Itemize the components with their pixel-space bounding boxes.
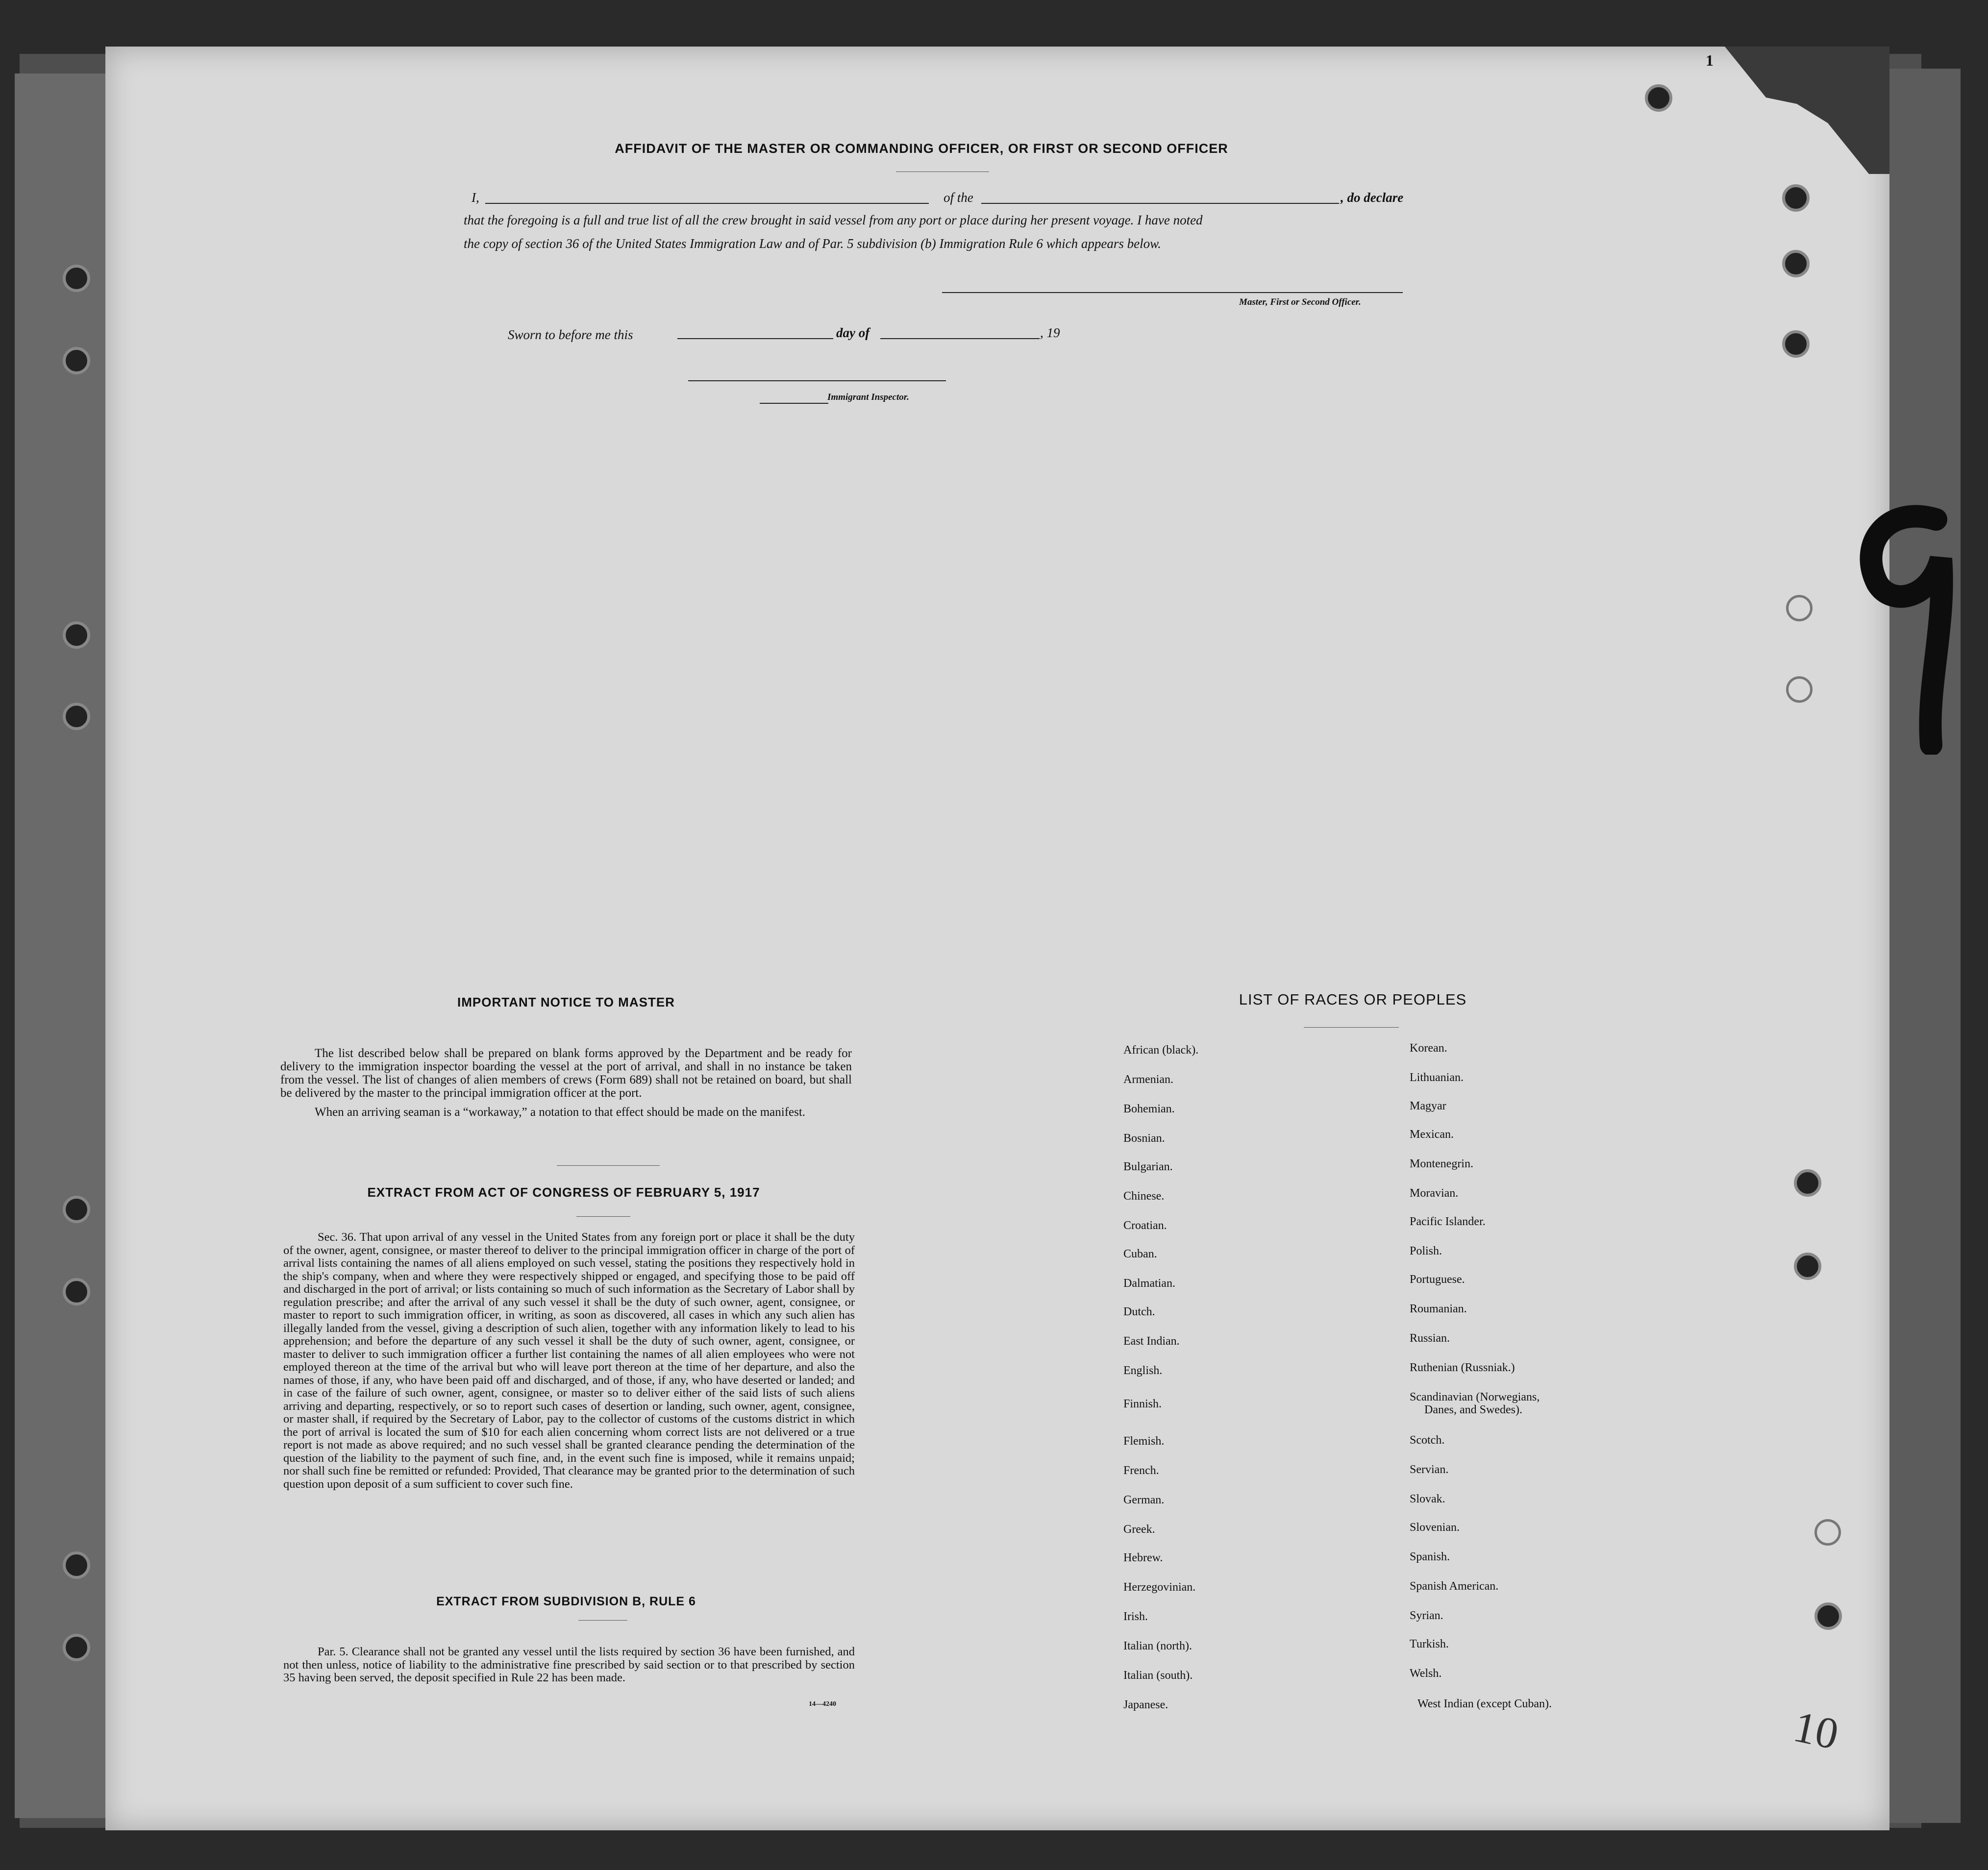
race-item: Syrian.	[1410, 1609, 1443, 1622]
form-number: 14—4240	[809, 1700, 836, 1708]
handwritten-nine	[1848, 500, 1965, 755]
affidavit-of-the: of the	[944, 190, 973, 205]
vessel-blank[interactable]	[981, 203, 1339, 204]
race-item: Scandinavian (Norwegians,	[1410, 1391, 1540, 1403]
inspector-signature-blank[interactable]	[688, 380, 946, 381]
margin-number: 10	[1789, 1702, 1843, 1759]
notice-title: IMPORTANT NOTICE TO MASTER	[457, 995, 675, 1009]
race-item: Roumanian.	[1410, 1303, 1467, 1315]
rule-body: Par. 5. Clearance shall not be granted any vessel until the lists required by section 36 have been furnished, and not then unless, notice of liability to the administrative fine prescribed by said section or to that prescribed by section 35 having been served, the deposit specified in Rule 22 has been made.	[283, 1645, 855, 1684]
notice-paragraph-2: When an arriving seaman is a “workaway,” a notation to that effect should be made on the manifest.	[315, 1106, 806, 1119]
binder-hole-icon	[1794, 1169, 1821, 1197]
race-item: Slovenian.	[1410, 1521, 1460, 1534]
day-of-text: day of	[836, 325, 870, 340]
race-item: French.	[1123, 1464, 1159, 1477]
race-item: Italian (south).	[1123, 1669, 1193, 1682]
month-blank[interactable]	[880, 338, 1040, 339]
sworn-text: Sworn to before me this	[508, 327, 633, 342]
race-item: Polish.	[1410, 1245, 1442, 1257]
affidavit-line2: that the foregoing is a full and true list of all the crew brought in said vessel from any port or place during her present voyage. I have noted	[464, 213, 1203, 227]
binder-hole-icon	[1814, 1519, 1841, 1546]
race-item: Bohemian.	[1123, 1103, 1175, 1115]
race-item: Croatian.	[1123, 1219, 1167, 1232]
race-item: Dutch.	[1123, 1305, 1155, 1318]
race-item: Moravian.	[1410, 1187, 1459, 1200]
race-item: African (black).	[1123, 1044, 1199, 1057]
race-item: Magyar	[1410, 1100, 1446, 1112]
binder-hole-icon	[1786, 595, 1813, 621]
race-item: Slovak.	[1410, 1493, 1445, 1505]
race-item: Irish.	[1123, 1610, 1148, 1623]
race-item: Lithuanian.	[1410, 1071, 1464, 1084]
race-item: Spanish.	[1410, 1550, 1450, 1563]
binder-hole-icon	[63, 621, 90, 649]
race-item: Hebrew.	[1123, 1551, 1163, 1564]
binder-hole-icon	[63, 1278, 90, 1305]
year-text: , 19	[1040, 325, 1060, 340]
notice-paragraph-1: The list described below shall be prepared on blank forms approved by the Department and be ready for delivery to the immigration inspector boarding the vessel at the port of arrival, and shall in no instance be taken from the vessel. The list of changes of alien members of crews (Form 689) shall not be retained on board, but shall be delivered by the master to the principal immigration officer at the port.	[280, 1047, 852, 1100]
affidavit-declare: , do declare	[1341, 190, 1404, 205]
form-page	[105, 47, 1889, 1830]
binder-hole-icon	[1782, 250, 1810, 277]
race-item: Cuban.	[1123, 1248, 1157, 1260]
race-item: Portuguese.	[1410, 1273, 1465, 1286]
binder-hole-icon	[1814, 1602, 1842, 1630]
race-item: Korean.	[1410, 1042, 1447, 1055]
race-item: Japanese.	[1123, 1698, 1168, 1711]
race-item: Mexican.	[1410, 1128, 1454, 1141]
binder-hole-icon	[63, 265, 90, 292]
race-item: Ruthenian (Russniak.)	[1410, 1361, 1515, 1374]
binder-hole-icon	[1645, 84, 1672, 112]
race-item: Pacific Islander.	[1410, 1215, 1486, 1228]
race-item: Dalmatian.	[1123, 1277, 1175, 1290]
binder-hole-icon	[63, 1634, 90, 1661]
affidavit-line3: the copy of section 36 of the United States Immigration Law and of Par. 5 subdivision (b) Immigration Rule 6 which appears below.	[464, 236, 1161, 251]
race-item: Servian.	[1410, 1463, 1449, 1476]
races-title: LIST OF RACES OR PEOPLES	[1239, 991, 1467, 1008]
race-item: Scotch.	[1410, 1434, 1445, 1447]
race-item: Armenian.	[1123, 1073, 1173, 1086]
rule-title: EXTRACT FROM SUBDIVISION B, RULE 6	[436, 1595, 696, 1608]
race-item: West Indian (except Cuban).	[1417, 1698, 1552, 1710]
binder-hole-icon	[63, 703, 90, 730]
binder-hole-icon	[63, 347, 90, 374]
binder-hole-icon	[1782, 184, 1810, 212]
race-item: Italian (north).	[1123, 1640, 1192, 1652]
day-blank[interactable]	[677, 338, 833, 339]
torn-corner	[1684, 47, 1889, 174]
signature-blank[interactable]	[942, 292, 1403, 293]
race-item: Flemish.	[1123, 1435, 1165, 1448]
binder-hole-icon	[1786, 676, 1813, 703]
binder-hole-icon	[63, 1551, 90, 1579]
race-item: German.	[1123, 1494, 1165, 1506]
race-item: Turkish.	[1410, 1638, 1449, 1650]
act-title: EXTRACT FROM ACT OF CONGRESS OF FEBRUARY 5, 1917	[367, 1185, 760, 1200]
race-item: English.	[1123, 1364, 1163, 1377]
race-item: Chinese.	[1123, 1190, 1165, 1203]
act-body: Sec. 36. That upon arrival of any vessel in the United States from any foreign port or place it shall be the duty of the owner, agent, consignee, or master thereof to deliver to the principal immigration officer in charge of the port of arrival lists containing the names of all aliens employed on such vessel, stating the positions they respectively hold in the ship's company, when and where they were respectively shipped or engaged, and specifying those to be paid off and discharged in the port of arrival; or lists containing so much of such information as the Secretary of Labor shall by regulation prescribe; and after the arrival of any such vessel it shall be the duty of such owner, agent, consignee, or master to report to such immigration officer, in writing, as soon as discovered, all cases in which any such alien has illegally landed from the vessel, giving a description of such alien, together with any information likely to lead to his apprehension; and before the departure of any such vessel it shall be the duty of such owner, agent, consignee, or master to deliver to such immigration officer a further list containing the names of all alien employees who were not employed thereon at the time of the arrival but who will leave port thereon at the time of her departure, and also the names of those, if any, who have been paid off and discharged, and of those, if any, who have deserted or landed; and in case of the failure of such owner, agent, consignee, or master so to deliver either of the said lists of such aliens arriving and departing, respectively, or so to report such cases of desertion or landing, such owner, agent, consignee, or master shall, if required by the Secretary of Labor, pay to the collector of customs of the customs district in which the port of arrival is located the sum of $10 for each alien concerning whom correct lists are not delivered or a true report is not made as above required; and no such vessel shall be granted clearance pending the determination of the question of the liability to the payment of such fine, and, in the event such fine is imposed, while it remains unpaid; nor shall such fine be remitted or refunded: Provided, That clearance may be granted prior to the determination of such question upon deposit of a sum sufficient to cover such fine.	[283, 1230, 855, 1491]
inspector-label: Immigrant Inspector.	[827, 392, 909, 402]
race-item: Danes, and Swedes).	[1424, 1403, 1522, 1416]
race-item: Russian.	[1410, 1332, 1450, 1345]
race-item: Finnish.	[1123, 1398, 1162, 1410]
race-item: Greek.	[1123, 1523, 1155, 1536]
notice-body	[280, 1047, 852, 1125]
race-item: Montenegrin.	[1410, 1157, 1473, 1170]
binder-hole-icon	[1794, 1253, 1821, 1280]
race-item: Bulgarian.	[1123, 1160, 1173, 1173]
race-item: Spanish American.	[1410, 1580, 1499, 1593]
binder-hole-icon	[1782, 330, 1810, 358]
signature-label: Master, First or Second Officer.	[1239, 297, 1361, 307]
binder-hole-icon	[63, 1196, 90, 1223]
affidavit-title: AFFIDAVIT OF THE MASTER OR COMMANDING OFFICER, OR FIRST OR SECOND OFFICER	[615, 141, 1228, 156]
page-number: 1	[1706, 51, 1714, 69]
affidavit-i: I,	[472, 190, 479, 205]
race-item: Bosnian.	[1123, 1132, 1165, 1145]
race-item: East Indian.	[1123, 1335, 1180, 1348]
race-item: Welsh.	[1410, 1667, 1442, 1680]
race-item: Herzegovinian.	[1123, 1581, 1196, 1594]
name-blank[interactable]	[485, 203, 929, 204]
